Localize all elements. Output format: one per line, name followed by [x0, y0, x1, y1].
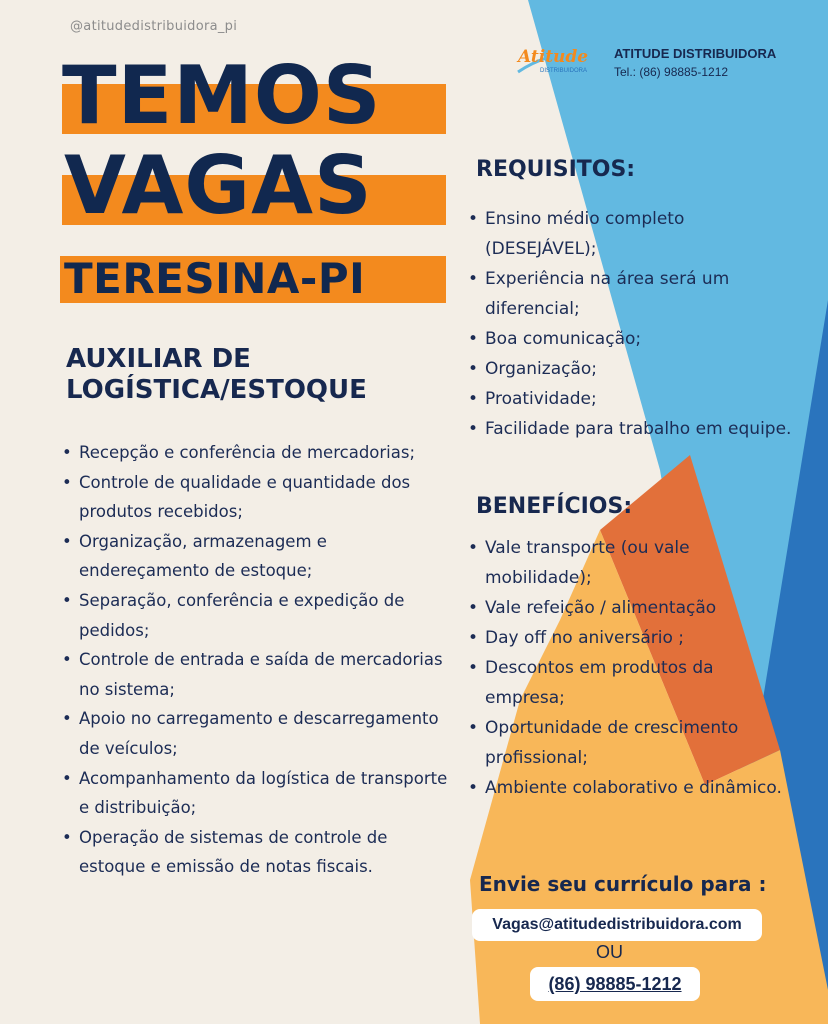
role-title-line2: LOGÍSTICA/ESTOQUE: [66, 375, 367, 405]
benefit-item: • Vale refeição / alimentação: [466, 593, 796, 623]
requirements-title: REQUISITOS:: [476, 157, 636, 182]
benefits-list: [466, 533, 796, 803]
cta-text: Envie seu currículo para :: [479, 872, 767, 896]
duty-item: • Controle de entrada e saída de mercadorias no sistema;: [60, 645, 450, 704]
company-phone: Tel.: (86) 98885-1212: [614, 65, 729, 79]
requirement-item: • Ensino médio completo (DESEJÁVEL);: [466, 204, 796, 264]
requirement-item: • Experiência na área será um diferencial;: [466, 264, 796, 324]
role-title: [66, 344, 367, 406]
benefit-item: • Day off no aniversário ;: [466, 623, 796, 653]
phone-link[interactable]: (86) 98885-1212: [530, 967, 700, 1001]
duty-item: • Apoio no carregamento e descarregamento de veículos;: [60, 704, 450, 763]
duty-item: • Recepção e conferência de mercadorias;: [60, 438, 450, 468]
email-link[interactable]: Vagas@atitudedistribuidora.com: [472, 909, 762, 941]
requirement-item: • Organização;: [466, 354, 796, 384]
company-name: ATITUDE DISTRIBUIDORA: [614, 46, 777, 61]
duty-item: • Controle de qualidade e quantidade dos produtos recebidos;: [60, 468, 450, 527]
benefit-item: • Vale transporte (ou vale mobilidade);: [466, 533, 796, 593]
headline-temos: TEMOS: [62, 49, 382, 142]
benefit-item: • Oportunidade de crescimento profissional;: [466, 713, 796, 773]
headline-city: TERESINA-PI: [64, 254, 366, 303]
duty-item: • Organização, armazenagem e endereçamento de estoque;: [60, 527, 450, 586]
benefit-item: • Descontos em produtos da empresa;: [466, 653, 796, 713]
duty-item: • Operação de sistemas de controle de estoque e emissão de notas fiscais.: [60, 823, 450, 882]
requirement-item: • Facilidade para trabalho em equipe.: [466, 414, 796, 444]
benefit-item: • Ambiente colaborativo e dinâmico.: [466, 773, 796, 803]
duties-list: [60, 438, 450, 882]
requirements-list: [466, 204, 796, 444]
logo-subtext: DISTRIBUIDORA: [540, 68, 588, 74]
logo-wordmark: Atitude: [518, 47, 589, 67]
headline-vagas: VAGAS: [64, 139, 373, 232]
requirement-item: • Boa comunicação;: [466, 324, 796, 354]
role-title-line1: AUXILIAR DE: [66, 344, 251, 374]
duty-item: • Separação, conferência e expedição de pedidos;: [60, 586, 450, 645]
benefits-title: BENEFÍCIOS:: [476, 494, 633, 519]
social-handle: @atitudedistribuidora_pi: [70, 19, 238, 34]
company-logo: [514, 42, 600, 78]
requirement-item: • Proatividade;: [466, 384, 796, 414]
or-separator: OU: [596, 942, 623, 962]
company-info: [614, 46, 776, 79]
duty-item: • Acompanhamento da logística de transporte e distribuição;: [60, 764, 450, 823]
